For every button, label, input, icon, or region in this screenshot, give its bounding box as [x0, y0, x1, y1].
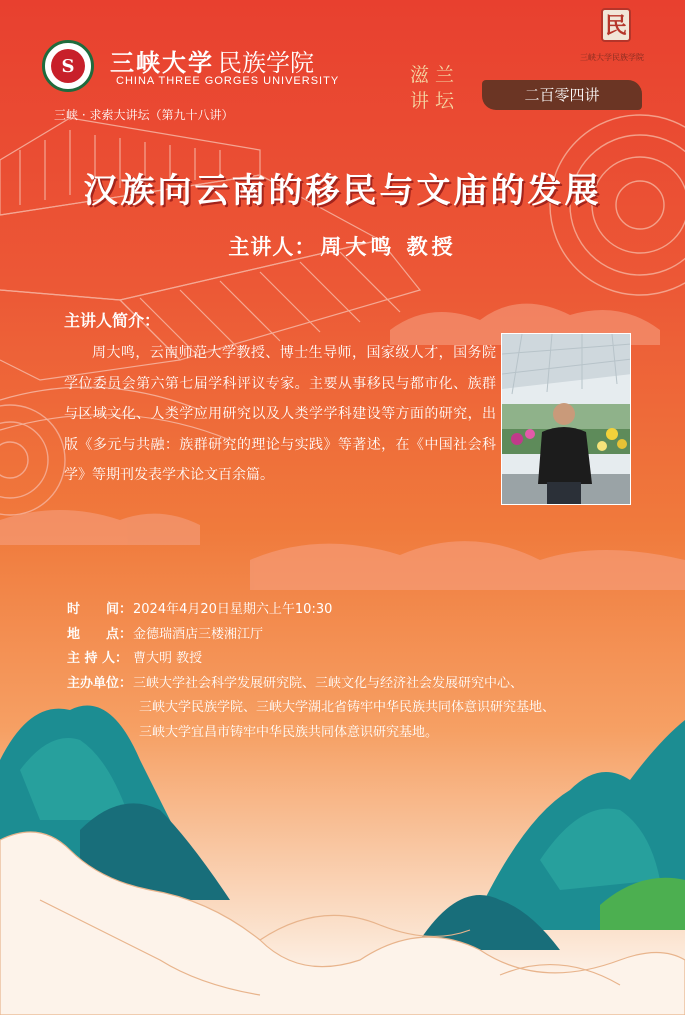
intro-text: 周大鸣，云南师范大学教授、博士生导师，国家级人才，国务院学位委员会第六第七届学科评议专家。主要从事移民与都市化、族群与区域文化、人类学应用研究以及人类学学科建设等方面的研究，出版《多元与共融：族群研究的理论与实践》等著述，在《中国社会科学》等期刊发表学术论文百余篇。: [64, 345, 496, 483]
speaker-line: [0, 231, 685, 261]
place-label: 地 点：: [67, 626, 133, 642]
speaker-name: 周大鸣 教授: [320, 234, 457, 259]
seal-caption: 三峡大学民族学院: [580, 53, 644, 62]
speaker-photo: [501, 333, 631, 505]
place-value: 金德瑞酒店三楼湘江厅: [133, 626, 264, 642]
time-row: [67, 598, 555, 623]
speaker-label: 主讲人：: [228, 235, 317, 259]
college-seal-icon: 民: [601, 8, 631, 42]
logo-emblem-icon: S: [51, 49, 85, 83]
organizer-line-3: 三峡大学宜昌市铸牢中华民族共同体意识研究基地。: [139, 724, 439, 740]
event-details: [67, 598, 555, 745]
time-value: 2024年4月20日星期六上午10:30: [133, 602, 333, 617]
brush-title-line-2: 讲坛: [410, 90, 461, 112]
place-row: [67, 623, 555, 648]
forum-brush-title: [410, 62, 470, 114]
intro-heading: 主讲人简介：: [64, 311, 161, 330]
organizer-label: 主办单位：: [67, 675, 133, 691]
lecture-title: 汉族向云南的移民与文庙的发展: [83, 171, 602, 211]
university-name-cn: [110, 43, 314, 78]
brush-title-line-1: 滋兰: [410, 64, 461, 86]
college-name: 民族学院: [218, 49, 314, 77]
organizer-line-2: 三峡大学民族学院、三峡大学湖北省铸牢中华民族共同体意识研究基地、: [139, 700, 556, 715]
university-name: 三峡大学: [110, 48, 214, 77]
time-label: 时 间：: [67, 602, 133, 617]
lecture-number-badge: 二百零四讲: [482, 80, 642, 110]
host-value: 曹大明 教授: [133, 651, 203, 666]
host-label: 主 持 人：: [67, 651, 129, 666]
speaker-photo-illustration: [502, 334, 631, 505]
organizer-line-1: 三峡大学社会科学发展研究院、三峡文化与经济社会发展研究中心、: [133, 675, 524, 691]
host-row: [67, 647, 555, 672]
forum-series-line: 三峡 · 求索大讲坛（第九十八讲）: [54, 108, 234, 122]
university-logo: [42, 40, 94, 92]
organizer-row: [67, 672, 555, 697]
mountains-right: [420, 720, 685, 950]
university-name-en: CHINA THREE GORGES UNIVERSITY: [116, 75, 340, 87]
